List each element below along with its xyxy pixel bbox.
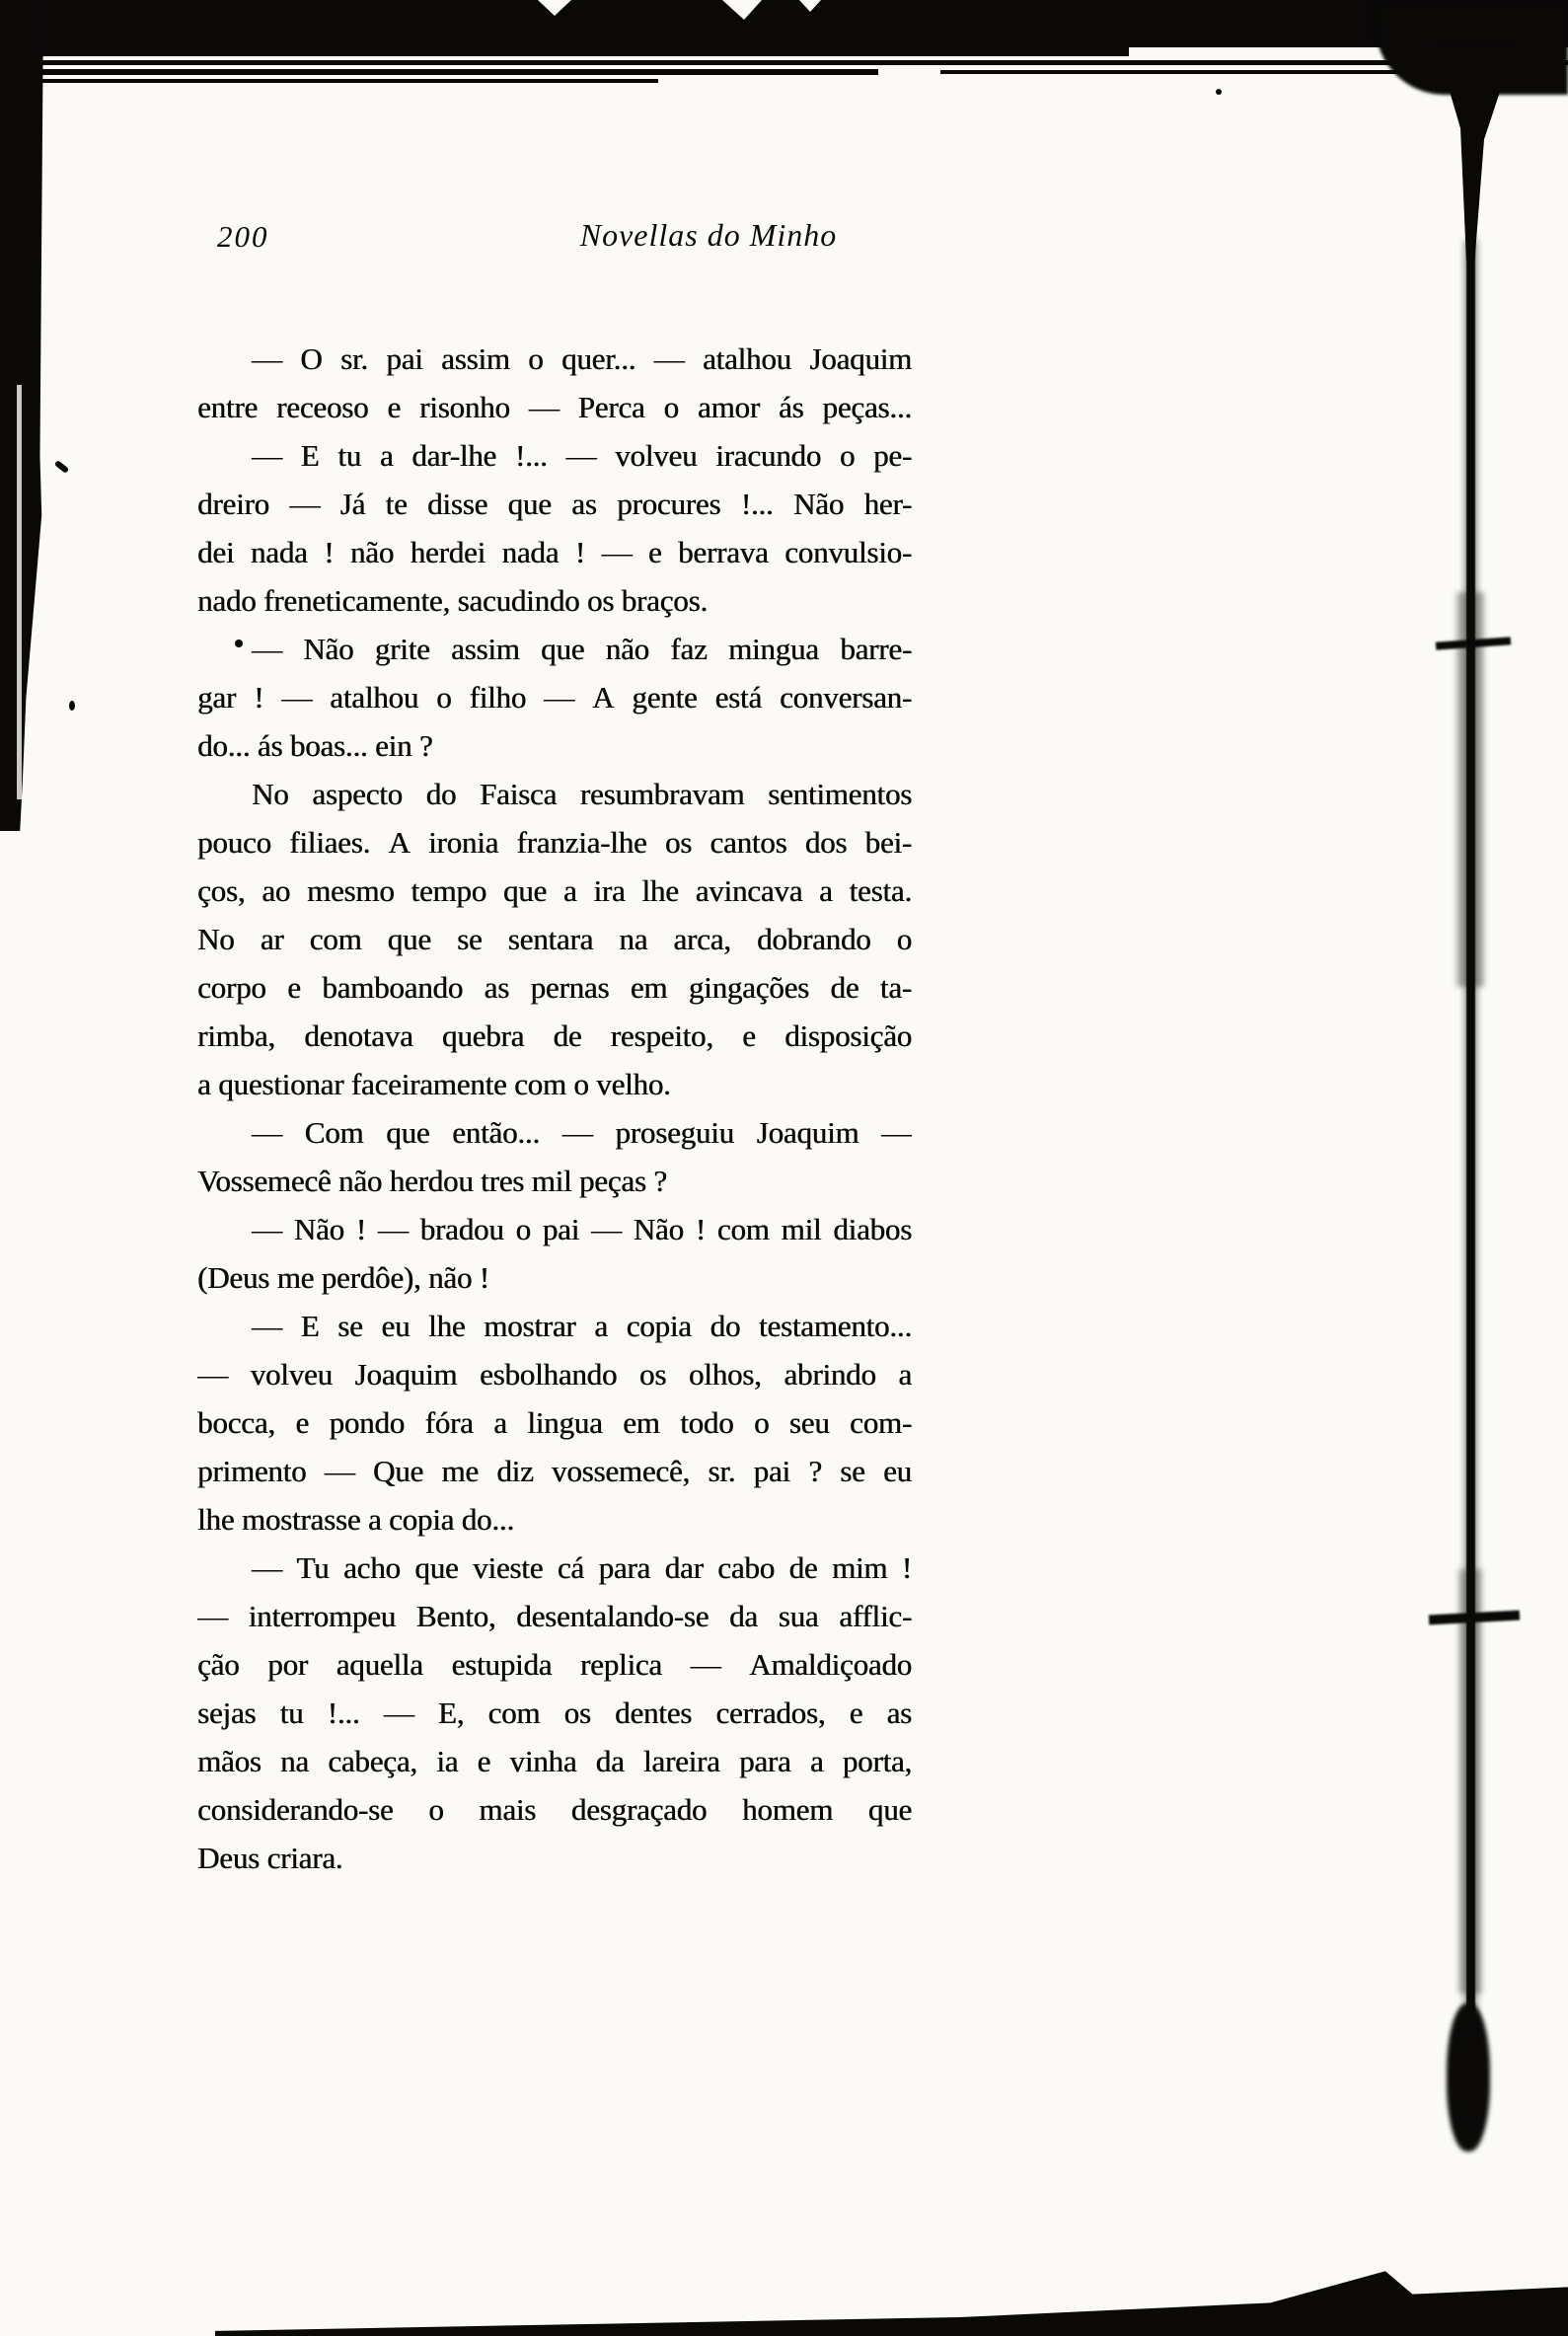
text-line: nado freneticamente, sacudindo os braços. xyxy=(197,583,708,618)
text-line: do... ás boas... ein ? xyxy=(197,728,433,763)
text-line: — Não grite assim que não faz mingua barre- xyxy=(252,632,912,666)
page-number: 200 xyxy=(217,219,269,254)
crease-fuzz xyxy=(1456,592,1484,987)
scan-streak xyxy=(0,60,1568,65)
torn-notch xyxy=(538,0,571,16)
text-line: pouco filiaes. A ironia franzia-lhe os cantos dos bei- xyxy=(197,825,912,860)
text-line: dei nada ! não herdei nada ! — e berrava convulsio- xyxy=(197,535,912,569)
torn-bottom-edge xyxy=(215,2264,1568,2336)
ink-speck xyxy=(69,701,75,711)
text-line: ços, ao mesmo tempo que a ira lhe avincava a testa. xyxy=(197,873,912,908)
text-line: Vossemecê não herdou tres mil peças ? xyxy=(197,1164,667,1198)
text-line: — E se eu lhe mostrar a copia do testamento... xyxy=(252,1309,912,1343)
scan-streak xyxy=(0,69,878,75)
running-title: Novellas do Minho xyxy=(579,217,838,253)
text-line: lhe mostrasse a copia do... xyxy=(197,1502,514,1537)
text-line: entre receoso e risonho — Perca o amor ás peças... xyxy=(197,390,912,424)
text-line: bocca, e pondo fóra a lingua em todo o seu com- xyxy=(197,1405,912,1440)
text-line: Deus criara. xyxy=(197,1841,343,1875)
text-line: primento — Que me diz vossemecê, sr. pai ? se eu xyxy=(197,1454,912,1488)
text-line: a questionar faceiramente com o velho. xyxy=(197,1067,671,1101)
text-line: mãos na cabeça, ia e vinha da lareira para a porta, xyxy=(197,1744,912,1778)
text-line: — Não ! — bradou o pai — Não ! com mil diabos xyxy=(252,1212,912,1246)
text-line: gar ! — atalhou o filho — A gente está conversan- xyxy=(197,680,912,715)
text-line: — E tu a dar-lhe !... — volveu iracundo o pe- xyxy=(252,438,912,473)
text-line: — Com que então... — proseguiu Joaquim — xyxy=(252,1115,912,1150)
text-line: No ar com que se sentara na arca, dobrando o xyxy=(197,922,912,956)
text-line: dreiro — Já te disse que as procures !... Não her- xyxy=(197,487,912,521)
scan-streak xyxy=(32,79,659,83)
ink-speck xyxy=(54,460,70,474)
text-line: considerando-se o mais desgraçado homem que xyxy=(197,1792,912,1827)
text-line: — O sr. pai assim o quer... — atalhou Joaquim xyxy=(252,341,912,376)
torn-notch xyxy=(799,0,821,12)
text-line: rimba, denotava quebra de respeito, e disposição xyxy=(197,1018,912,1053)
text-line: sejas tu !... — E, com os dentes cerrados, e as xyxy=(197,1695,912,1730)
text-line: — Tu acho que vieste cá para dar cabo de mim ! xyxy=(252,1550,912,1585)
crease-ink-blob xyxy=(1447,2003,1490,2151)
torn-top-edge xyxy=(0,0,1568,47)
body-text xyxy=(197,335,912,1882)
torn-notch xyxy=(722,0,762,20)
text-line: (Deus me perdôe), não ! xyxy=(197,1260,489,1295)
scan-streak xyxy=(940,70,1442,74)
text-line: — interrompeu Bento, desentalando-se da sua afflic- xyxy=(197,1599,912,1633)
scan-streak xyxy=(0,47,1129,56)
crease-fuzz xyxy=(1458,1569,1482,1994)
text-line: ção por aquella estupida replica — Amaldiçoado xyxy=(197,1647,912,1682)
text-line: — volveu Joaquim esbolhando os olhos, abrindo a xyxy=(197,1357,912,1392)
left-binding-gap xyxy=(17,385,22,799)
page-header xyxy=(197,219,912,263)
ink-speck xyxy=(1216,89,1222,95)
left-binding-shadow xyxy=(0,0,43,831)
text-line: corpo e bamboando as pernas em gingações de ta- xyxy=(197,970,912,1005)
text-line: No aspecto do Faisca resumbravam sentimentos xyxy=(252,777,912,811)
